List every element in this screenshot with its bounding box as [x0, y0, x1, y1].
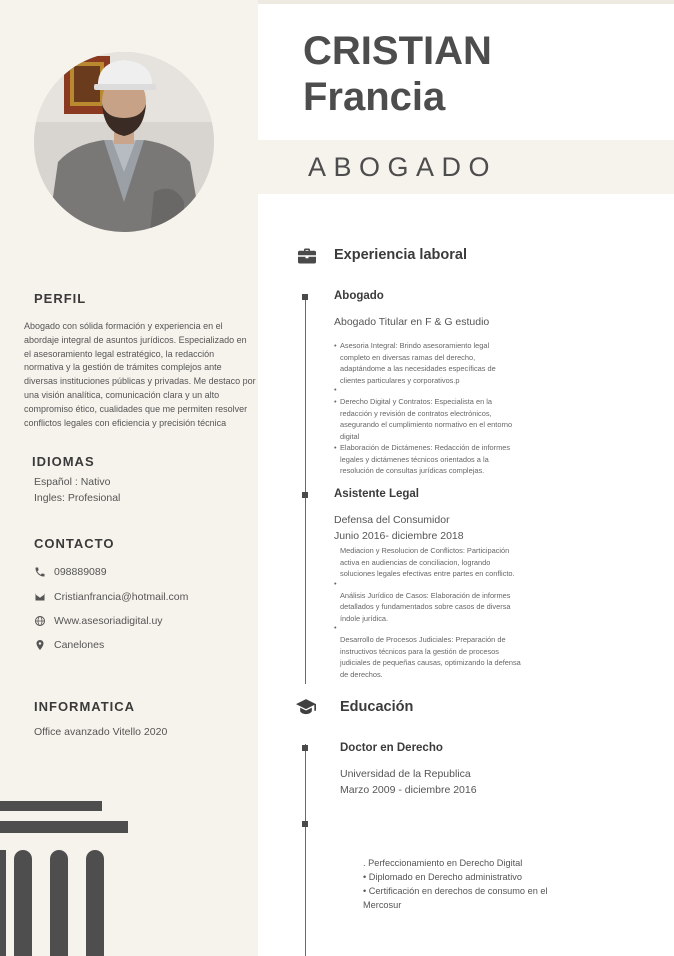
pillar-flute	[86, 850, 104, 956]
timeline-dot	[302, 745, 308, 751]
job-title: Asistente Legal	[334, 488, 423, 500]
timeline-line	[305, 744, 306, 956]
languages-heading: IDIOMAS	[32, 454, 95, 469]
language-item: Ingles: Profesional	[34, 492, 121, 504]
timeline-dot	[302, 294, 308, 300]
top-border	[258, 0, 674, 4]
graduation-cap-icon	[296, 699, 316, 715]
location-pin-icon	[34, 639, 46, 651]
it-heading: INFORMATICA	[34, 699, 136, 714]
first-name: CRISTIAN	[303, 29, 492, 73]
job-title: Abogado	[334, 290, 384, 302]
courses-list	[356, 856, 571, 912]
contact-location	[34, 639, 104, 651]
globe-icon	[34, 615, 46, 627]
phone-icon	[34, 566, 46, 578]
pillar-flute	[14, 850, 32, 956]
location-text: Canelones	[54, 639, 105, 651]
pillar-cap-bottom	[0, 821, 128, 833]
contact-phone[interactable]	[34, 566, 107, 578]
bullet-item: Mediacion y Resolucion de Conflictos: Participación activa en audiencias de conciliacion, logrando soluciones legales efectivas entre partes en conflicto.	[340, 546, 515, 578]
course-item: • Diplomado en Derecho administrativo	[363, 872, 522, 882]
profile-heading: PERFIL	[34, 291, 87, 306]
language-item: Español : Nativo	[34, 476, 111, 488]
course-item: • Certificación en derechos de consumo en el Mercosur	[363, 886, 548, 910]
bullet-spacer	[334, 580, 522, 590]
email-icon	[34, 591, 46, 603]
job-period: Junio 2016- diciembre 2018	[334, 530, 464, 542]
education-period: Marzo 2009 - diciembre 2016	[340, 784, 477, 796]
avatar	[34, 52, 214, 232]
job-company: Defensa del Consumidor	[334, 514, 450, 526]
bullet-item: • Asesoria Integral: Brindo asesoramiento legal completo en diversas ramas del derecho, adaptándome a las necesidades específicas de clientes particulares y corporativos.p	[334, 340, 514, 386]
timeline-dot	[302, 821, 308, 827]
bullet-item: • Elaboración de Dictámenes: Redacción de informes legales y dictámenes técnicos orientados a la resolución de consultas jurídicas complejas.	[334, 442, 514, 477]
it-text: Office avanzado Vitello 2020	[34, 726, 168, 738]
phone-text: 098889089	[54, 566, 107, 578]
bullet-item: Análisis Jurídico de Casos: Elaboración de informes detallados y fundamentados sobre casos de diversa índole jurídica.	[340, 590, 511, 623]
contact-heading: CONTACTO	[34, 536, 115, 551]
full-name	[303, 28, 492, 120]
experience-heading: Experiencia laboral	[334, 247, 467, 263]
timeline-dot	[302, 492, 308, 498]
timeline-line	[305, 298, 306, 684]
profile-text: Abogado con sólida formación y experiencia en el abordaje integral de asuntos jurídicos. Especializado en el asesoramiento legal estratégico, la redacción normativa y la gestión de trámites complejos ante diversas instituciones públicas y privadas. Me destaco por una visión analítica, comunicación clara y un alto compromiso ético, cualidades que me permiten resolver conflictos legales con eficiencia y precisión técnica	[24, 321, 256, 428]
last-name: Francia	[303, 75, 446, 119]
website-text: Www.asesoriadigital.uy	[54, 615, 163, 627]
pillar-cap-top	[0, 801, 102, 811]
university: Universidad de la Republica	[340, 768, 471, 780]
job-company: Abogado Titular en F & G estudio	[334, 316, 490, 328]
pillar-flute	[0, 850, 6, 956]
briefcase-icon	[298, 248, 316, 264]
contact-email[interactable]	[34, 591, 188, 603]
course-item: . Perfeccionamiento en Derecho Digital	[363, 858, 523, 868]
degree-title: Doctor en Derecho	[340, 742, 443, 754]
education-heading: Educación	[340, 699, 414, 715]
bullet-spacer	[334, 386, 514, 396]
pillar-flute	[50, 850, 68, 956]
profile-photo	[34, 52, 214, 232]
bullet-item: Desarrollo de Procesos Judiciales: Preparación de instructivos técnicos para la gestión de procesos judiciales de pequeñas causas, optimizando la defensa de derechos.	[340, 635, 521, 679]
bullet-item-plain: • Derecho Digital y Contratos: Especialista en la redacción y revisión de contratos electrónicos, asegurando el cumplimiento normativo en el entorno digital	[334, 396, 514, 442]
bullet-spacer	[334, 624, 522, 634]
contact-website[interactable]	[34, 615, 163, 627]
job-role: ABOGADO	[308, 152, 498, 182]
email-text: Cristianfrancia@hotmail.com	[54, 591, 189, 603]
job-bullets	[334, 545, 522, 680]
job-bullets	[334, 340, 514, 477]
